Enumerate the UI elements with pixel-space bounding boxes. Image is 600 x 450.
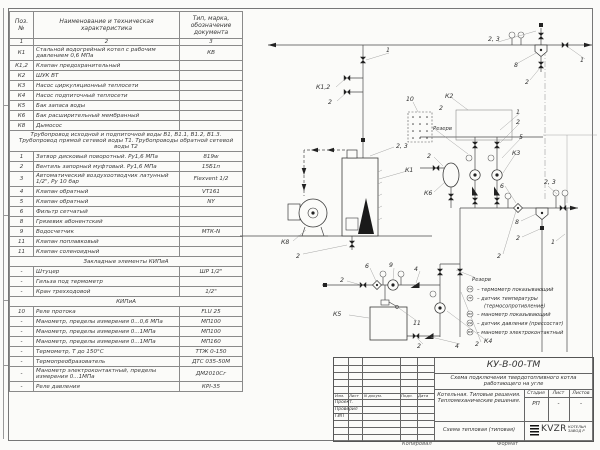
gauge-icon xyxy=(430,291,436,297)
water-tank-k5 xyxy=(370,300,407,340)
pos-label: 2, 3 xyxy=(544,179,556,186)
title-block xyxy=(333,357,594,442)
legend-text: (термосопротивление) xyxy=(484,303,546,310)
left-stamp-divider xyxy=(3,365,8,366)
spec-pos: К5 xyxy=(10,101,34,111)
table-colnum-row xyxy=(10,39,243,46)
spec-pos: К2 xyxy=(10,71,34,81)
pos-label: 2 xyxy=(296,253,300,260)
spec-header-name: Наименование и техническая характеристика xyxy=(34,12,180,39)
pos-label: К5 xyxy=(333,311,342,318)
valve-icon xyxy=(494,142,500,148)
spec-name: Манометр, пределы измерения 0...1МПа xyxy=(34,337,180,347)
spec-name: Насос подпиточный теплосети xyxy=(34,91,180,101)
pos-label: 2 xyxy=(427,153,431,160)
spec-name: Клапан обратный xyxy=(34,187,180,197)
pos-label: К8 xyxy=(281,239,290,246)
spec-name: Манометр, пределы измерения 0...1МПа xyxy=(34,327,180,337)
valve-icon xyxy=(472,142,478,148)
table-row xyxy=(10,101,243,111)
valve-icon xyxy=(457,269,463,275)
reserve-label: Резерв xyxy=(472,277,492,283)
gauge-icon xyxy=(398,271,404,277)
valve-icon xyxy=(472,198,478,204)
spec-section: Трубопровод исходной и подпиточной воды В1, В1.1, В1.2, В1.3. Трубопровод прямой сетевой воды Т1. Трубопроводы обратной сетевой воды Т2 xyxy=(10,131,243,152)
legend-code: ТП xyxy=(468,287,472,292)
spec-type: NY xyxy=(180,197,243,207)
pos-label: 6 xyxy=(365,263,369,270)
gauge-icon xyxy=(466,155,472,161)
spec-pos: - xyxy=(10,277,34,287)
boiler-piping-schematic xyxy=(228,8,600,352)
legend-code: РД xyxy=(467,321,473,326)
table-row xyxy=(10,277,243,287)
spec-type: 15Б1п xyxy=(180,162,243,172)
table-row xyxy=(10,337,243,347)
spec-pos: - xyxy=(10,382,34,392)
table-row xyxy=(10,347,243,357)
terminal-dots xyxy=(412,116,428,139)
water-meter-icon xyxy=(388,280,398,290)
valve-icon xyxy=(538,62,544,68)
sign-col-podp: Подп. xyxy=(401,393,413,399)
pos-label: К1 xyxy=(405,167,414,174)
pos-label: 1 xyxy=(386,47,390,54)
leader-lines xyxy=(293,31,585,344)
pump-k3-icon xyxy=(470,170,480,180)
table-row xyxy=(10,81,243,91)
safety-valve-icon xyxy=(344,75,350,81)
spec-name: Манометр, пределы измерения 0...0,6 МПа xyxy=(34,317,180,327)
spec-pos: 10 xyxy=(10,307,34,317)
boiler-k1 xyxy=(342,150,382,236)
spec-type: КВ xyxy=(180,46,243,61)
table-section-row xyxy=(10,257,243,267)
butterfly-valve-icon xyxy=(360,57,366,63)
air-vent-icon xyxy=(539,23,543,27)
pos-label: 4 xyxy=(414,266,418,273)
pump-k3-reserve-icon xyxy=(492,170,502,180)
legend-code: МП xyxy=(467,312,473,317)
spec-name: Клапан обратный xyxy=(34,197,180,207)
spec-pos: - xyxy=(10,287,34,297)
reserve-label: Резерв xyxy=(433,126,453,132)
pos-label: 9 xyxy=(389,262,393,269)
sign-row-proveril: Проверил xyxy=(335,407,358,413)
copied-label: Копировал xyxy=(402,441,432,447)
gauge-icon xyxy=(488,155,494,161)
pos-label: 2 xyxy=(525,79,529,86)
pos-label: 8 xyxy=(514,62,518,69)
spec-colnum: 1 xyxy=(10,39,34,46)
pos-label: К2 xyxy=(445,93,454,100)
float-valve-icon xyxy=(381,300,389,305)
spec-name: Вентиль запорный муфтовый. Ру1,6 МПа xyxy=(34,162,180,172)
left-stamp-divider xyxy=(3,215,8,216)
spec-name: Реле давления xyxy=(34,382,180,392)
pos-label: 2 xyxy=(516,235,520,242)
table-row xyxy=(10,367,243,382)
stage-header: Стадия xyxy=(527,390,545,396)
strainer-icon xyxy=(514,204,523,213)
pos-label: 8 xyxy=(515,219,519,226)
pos-label: 6 xyxy=(500,183,504,190)
pos-label: 1 xyxy=(580,57,584,64)
spec-pos: - xyxy=(10,347,34,357)
spec-name: Водосчетчик xyxy=(34,227,180,237)
table-section-row xyxy=(10,131,243,152)
spec-type: ДМ2010Сг xyxy=(180,367,243,382)
spec-name: ШУК ВТ xyxy=(34,71,180,81)
legend-text: – термометр показывающий xyxy=(477,287,554,293)
spec-type: Flexvent 1/2 xyxy=(180,172,243,187)
spec-name: Манометр электроконтактный, пределы измерения 0...1МПа xyxy=(34,367,180,382)
spec-pos: - xyxy=(10,317,34,327)
valve-icon xyxy=(448,194,454,200)
gauge-icon xyxy=(518,32,524,38)
spec-pos: 8 xyxy=(10,217,34,227)
table-row xyxy=(10,237,243,247)
pipe-end-icon xyxy=(323,283,327,287)
spec-name: Гильза под термометр xyxy=(34,277,180,287)
table-row xyxy=(10,61,243,71)
valve-icon xyxy=(562,42,568,48)
spec-pos: 6 xyxy=(10,207,34,217)
smoke-exhauster-k8 xyxy=(288,199,328,236)
valve-icon xyxy=(433,165,439,171)
legend-text: – манометр показывающий xyxy=(477,312,551,318)
instrument-legend xyxy=(467,277,564,336)
spec-name: Термометр, Т до 150°С xyxy=(34,347,180,357)
table-row xyxy=(10,172,243,187)
left-stamp-divider xyxy=(3,105,8,106)
spec-type: МТК-N xyxy=(180,227,243,237)
spec-pos: 4 xyxy=(10,187,34,197)
table-row xyxy=(10,197,243,207)
spec-name: Стальной водогрейный котел с рабочим давлением 0,6 МПа xyxy=(34,46,180,61)
table-row xyxy=(10,267,243,277)
spec-type: 1/2" xyxy=(180,287,243,297)
sign-col-izm: Изм. xyxy=(335,393,345,399)
spec-name: Затвор дисковый поворотный. Ру1,6 МПа xyxy=(34,152,180,162)
table-row xyxy=(10,307,243,317)
sheets-header: Листов xyxy=(572,390,590,396)
left-stamp-divider xyxy=(3,300,8,301)
sign-row-gip: ГИП xyxy=(335,414,345,420)
spec-name: Клапан поплавковый xyxy=(34,237,180,247)
gauge-icon xyxy=(509,32,515,38)
spec-name: Реле протока xyxy=(34,307,180,317)
spec-pos: 3 xyxy=(10,172,34,187)
pos-label: 2, 3 xyxy=(488,36,500,43)
table-row xyxy=(10,317,243,327)
drain-valve-icon xyxy=(349,241,355,247)
spec-pos: 11 xyxy=(10,247,34,257)
table-section-row xyxy=(10,297,243,307)
spec-pos: К1 xyxy=(10,46,34,61)
sign-row-proekt: Проект. xyxy=(335,400,354,406)
pos-label: К6 xyxy=(424,190,433,197)
spec-name: Штуцер xyxy=(34,267,180,277)
spec-pos: - xyxy=(10,337,34,347)
table-row xyxy=(10,111,243,121)
table-row xyxy=(10,91,243,101)
pos-label: К3 xyxy=(512,150,521,157)
spec-colnum: 3 xyxy=(180,39,243,46)
spec-type: ТТЖ 0-150 xyxy=(180,347,243,357)
valve-icon xyxy=(538,33,544,39)
spec-pos: К6 xyxy=(10,111,34,121)
pos-label: 1 xyxy=(516,109,520,116)
sheets-value: - xyxy=(579,401,583,407)
spec-name: Бак расширительный мембранный xyxy=(34,111,180,121)
gauge-icon xyxy=(380,271,386,277)
strainer-icon xyxy=(373,281,382,290)
pos-label: 2 xyxy=(417,343,421,350)
spec-section: Закладные элементы КИПиА xyxy=(10,257,243,267)
legend-code: ТЕ xyxy=(468,296,472,301)
spec-type: МП100 xyxy=(180,327,243,337)
pump-k4-icon xyxy=(435,303,445,313)
table-row xyxy=(10,357,243,367)
valve-icon xyxy=(413,333,419,339)
spec-type: 819w xyxy=(180,152,243,162)
spec-pos: К8 xyxy=(10,121,34,131)
spec-type: МП100 xyxy=(180,317,243,327)
table-row xyxy=(10,121,243,131)
spec-header-type: Тип, марка, обозначение документа xyxy=(180,12,243,39)
spec-type: ШР 1/2" xyxy=(180,267,243,277)
spec-pos: 9 xyxy=(10,227,34,237)
sign-col-ndokum: N докум. xyxy=(364,393,383,399)
table-row xyxy=(10,207,243,217)
table-row xyxy=(10,46,243,61)
expansion-tank-k6 xyxy=(443,163,459,187)
spec-pos: - xyxy=(10,367,34,382)
flue-duct xyxy=(302,148,345,196)
spec-header-pos: Поз. № xyxy=(10,12,34,39)
spec-pos: - xyxy=(10,267,34,277)
table-row xyxy=(10,247,243,257)
company-name-line1: КОТЕЛЬН xyxy=(568,425,587,429)
pos-label: 2 xyxy=(328,99,332,106)
spec-type: ДТС 035-50М xyxy=(180,357,243,367)
document-number: КУ-В-00-ТМ xyxy=(486,359,541,370)
gauge-icon xyxy=(562,190,568,196)
equipment-spec-table xyxy=(9,11,243,392)
table-header-row xyxy=(10,12,243,39)
pos-label: 2 xyxy=(516,119,520,126)
spec-pos: 5 xyxy=(10,197,34,207)
spec-pos: - xyxy=(10,357,34,367)
sensor-icon xyxy=(540,226,544,230)
spec-name: Кран трехходовой xyxy=(34,287,180,297)
pos-label: 2 xyxy=(340,277,344,284)
spec-pos: К3 xyxy=(10,81,34,91)
spec-name: Бак запаса воды xyxy=(34,101,180,111)
spec-name: Насос циркуляционный теплосети xyxy=(34,81,180,91)
table-row xyxy=(10,382,243,392)
mud-trap-icon xyxy=(536,208,548,220)
pos-label: 2 xyxy=(475,341,479,348)
spec-pos: - xyxy=(10,327,34,337)
table-row xyxy=(10,187,243,197)
legend-text: – датчик температуры xyxy=(477,296,538,302)
spec-name: Фильтр сетчатый xyxy=(34,207,180,217)
spec-name: Термопреобразователь xyxy=(34,357,180,367)
table-row xyxy=(10,227,243,237)
spec-name: Клапан предохранительный xyxy=(34,61,180,71)
legend-text: – манометр электроконтактный xyxy=(477,330,564,336)
pos-label: 2, 3 xyxy=(396,143,408,150)
company-name-line2: ЗАВОД Р xyxy=(568,429,585,433)
pos-label: 2 xyxy=(439,105,443,112)
table-row xyxy=(10,217,243,227)
sensor-icon xyxy=(361,138,365,142)
pos-label: 4 xyxy=(455,343,459,350)
pos-label: 1 xyxy=(551,239,555,246)
sheet-name: Схема тепловая (типовая) xyxy=(442,427,516,433)
pos-label: 11 xyxy=(413,320,421,327)
sign-col-data: Дата xyxy=(418,393,429,399)
spec-type: МП160 xyxy=(180,337,243,347)
pos-label: К4 xyxy=(484,338,493,345)
spec-type: КРI-35 xyxy=(180,382,243,392)
sign-col-list: Лист xyxy=(349,393,359,399)
stage-value: РП xyxy=(532,401,540,407)
spec-pos: К4 xyxy=(10,91,34,101)
spec-type: FLU 25 xyxy=(180,307,243,317)
spec-colnum: 2 xyxy=(34,39,180,46)
pos-label: 10 xyxy=(406,96,414,103)
pos-label: 2 xyxy=(497,253,501,260)
project-name: Котельная. Типовые решения. Тепломеханические решения. xyxy=(437,392,521,404)
spec-name: Автоматический воздухоотводчик латунный 1/2", Ру 10 бар xyxy=(34,172,180,187)
company-logo-coil-icon xyxy=(530,425,539,436)
legend-text: – датчик давления (прессостат) xyxy=(477,321,564,327)
spec-pos: К1,2 xyxy=(10,61,34,71)
format-label: Формат xyxy=(497,441,519,447)
sheet-header: Лист xyxy=(552,390,565,396)
valve-icon xyxy=(494,198,500,204)
spec-name: Клапан соленоидный xyxy=(34,247,180,257)
spec-pos: 11 xyxy=(10,237,34,247)
table-row xyxy=(10,152,243,162)
company-logo-text: KVZR xyxy=(541,424,567,434)
sheet-value: - xyxy=(557,401,560,407)
document-title: Схема подключения твердотопливного котла работающего на угле xyxy=(450,375,577,387)
pos-label: К1,2 xyxy=(316,84,331,91)
spec-pos: 1 xyxy=(10,152,34,162)
table-row xyxy=(10,287,243,297)
pos-label: 5 xyxy=(519,134,523,141)
table-row xyxy=(10,162,243,172)
instruments xyxy=(380,32,568,297)
table-row xyxy=(10,327,243,337)
spec-type: VT161 xyxy=(180,187,243,197)
spec-pos: 2 xyxy=(10,162,34,172)
spec-name: Грязевик абонентский xyxy=(34,217,180,227)
spec-section: КИПиА xyxy=(10,297,243,307)
legend-code: МЭ xyxy=(467,330,473,335)
valve-icon xyxy=(437,269,443,275)
table-row xyxy=(10,71,243,81)
spec-name: Дымосос xyxy=(34,121,180,131)
